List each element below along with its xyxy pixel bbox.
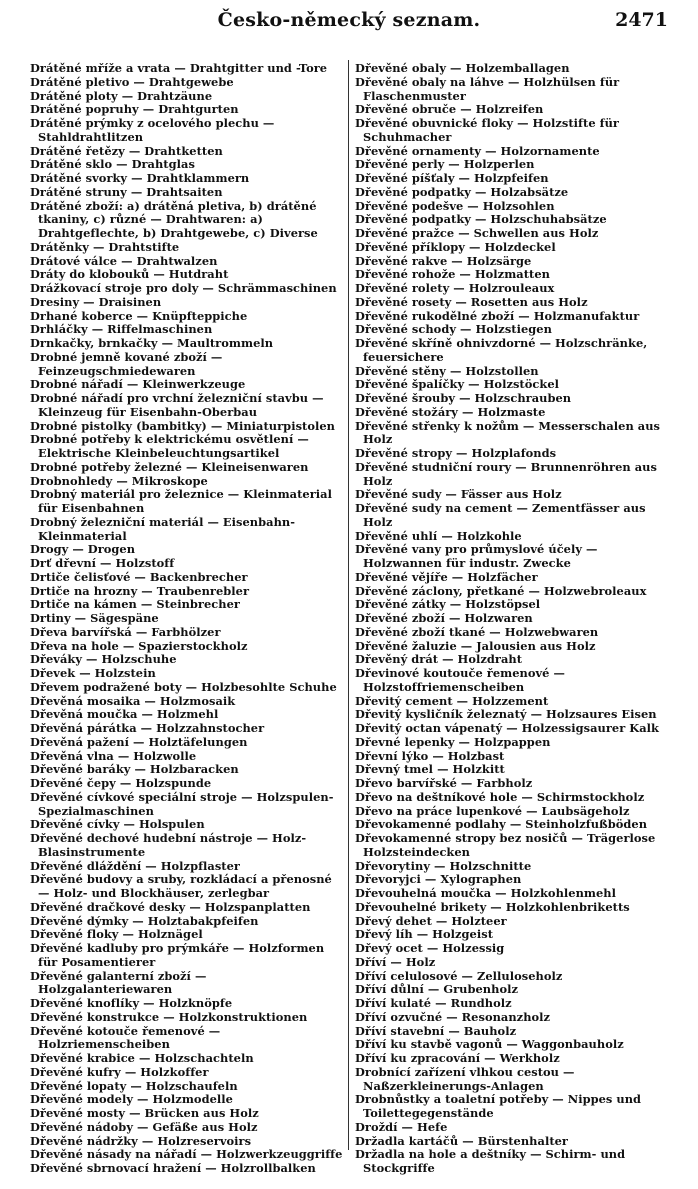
dictionary-entry: Dřevitý octan vápenatý — Holzessigsaurer Kalk: [355, 721, 659, 735]
dictionary-entry: Drátěné ploty — Drahtzäune: [30, 88, 213, 103]
dictionary-entry: Drátové válce — Drahtwalzen: [30, 253, 218, 268]
dictionary-entry: Dřevěné příklopy — Holzdeckel: [355, 239, 556, 254]
dictionary-entry: Drátěné svorky — Drahtklammern: [30, 171, 250, 185]
dictionary-entry: Dřevěná pažení — Holztäfelungen: [30, 734, 248, 749]
dictionary-entry: Dřevěné dechové hudební nástroje — Holz-Blasinstrumente: [30, 831, 307, 859]
dictionary-entry: Dřevěné ornamenty — Holzornamente: [355, 143, 600, 158]
dictionary-entry: Drobný materiál pro železnice — Kleinmaterial für Eisenbahnen: [30, 487, 332, 515]
dictionary-entry: Droždí — Hefe: [355, 1119, 448, 1134]
dictionary-entry: Dřevem podražené boty — Holzbesohlte Schuhe: [30, 679, 337, 694]
dictionary-entry: Dřevěné střenky k nožům — Messerschalen aus Holz: [355, 418, 661, 447]
dictionary-entry: Dřevěné studniční roury — Brunnenröhren aus Holz: [355, 459, 657, 488]
dictionary-entry: Dresiny — Draisinen: [30, 294, 162, 309]
dictionary-entry: Drobné nářadí — Kleinwerkzeuge: [30, 377, 246, 392]
dictionary-entry: Drobnící zařízení vlhkou cestou — Naßzerkleinerungs-Anlagen: [355, 1064, 575, 1093]
dictionary-entry: Dříví celulosové — Zelluloseholz: [355, 968, 563, 983]
dictionary-entry: Drátěnky — Drahtstifte: [30, 239, 180, 254]
dictionary-entry: Drtiče na hrozny — Traubenrebler: [30, 583, 250, 598]
dictionary-entry: Dřevo na deštníkové hole — Schirmstockholz: [355, 789, 645, 804]
dictionary-entry: Dřevouhelná moučka — Holzkohlenmehl: [355, 886, 617, 900]
dictionary-entry: Dřevěné kadluby pro prýmkáře — Holzformen für Posamentierer: [30, 941, 325, 969]
dictionary-entry: Dřevo na práce lupenkové — Laubsägeholz: [355, 803, 630, 818]
dictionary-entry: Dřevěné rohože — Holzmatten: [355, 267, 550, 282]
dictionary-entry: Drátěné mříže a vrata — Drahtgitter und -Tore: [30, 61, 328, 75]
dictionary-entry: Dráty do klobouků — Hutdraht: [30, 267, 229, 282]
dictionary-entry: Dřevěné zboží — Holzwaren: [355, 611, 533, 625]
dictionary-entry: Dřevěné nádoby — Gefäße aus Holz: [30, 1119, 258, 1134]
dictionary-entry: Drobné potřeby železné — Kleineisenwaren: [30, 459, 309, 474]
dictionary-entry: Dřevěné vějíře — Holzfächer: [355, 569, 538, 584]
left-column: [30, 62, 344, 1176]
dictionary-entry: Dřevěné podešve — Holzsohlen: [355, 198, 555, 213]
dictionary-entry: Dřevý líh — Holzgeist: [355, 927, 494, 942]
page-title: Česko-německý seznam.: [217, 9, 481, 31]
dictionary-entry: Dřevěné dračkové desky — Holzspanplatten: [30, 899, 311, 914]
dictionary-entry: Drobné potřeby k elektrickému osvětlení — Elektrische Kleinbeleuchtungsartikel: [30, 432, 309, 460]
dictionary-entry: Dřevěné uhlí — Holzkohle: [355, 528, 522, 543]
dictionary-entry: Dřevěné násady na nářadí — Holzwerkzeuggriffe: [30, 1147, 343, 1162]
dictionary-entry: Dřevěné rosety — Rosetten aus Holz: [355, 294, 588, 309]
dictionary-entry: Drť dřevní — Holzstoff: [30, 556, 175, 570]
dictionary-entry: Drátěné pletivo — Drahtgewebe: [30, 74, 234, 89]
dictionary-entry: Dřevěné čepy — Holzspunde: [30, 776, 212, 790]
dictionary-entry: Dřevěné vany pro průmyslové účely — Holzwannen für industr. Zwecke: [355, 542, 598, 570]
dictionary-entry: Dřevěné dláždění — Holzpflaster: [30, 858, 240, 873]
dictionary-entry: Drátěné popruhy — Drahtgurten: [30, 102, 239, 117]
dictionary-entry: Dřevokamenné podlahy — Steinholzfußböden: [355, 817, 648, 832]
dictionary-entry: Dřevěné podpatky — Holzschuhabsätze: [355, 212, 607, 227]
dictionary-entry: Dřevěné dýmky — Holztabakpfeifen: [30, 913, 259, 928]
dictionary-entry: Dřevěné cívkové speciální stroje — Holzspulen-Spezialmaschinen: [30, 789, 334, 818]
dictionary-entry: Dříví — Holz: [355, 954, 436, 969]
dictionary-entry: Drážkovací stroje pro doly — Schrämmaschinen: [30, 281, 337, 295]
dictionary-entry: Dřevěné rukodělné zboží — Holzmanufaktur: [355, 308, 640, 323]
dictionary-entry: Dřevěné galanterní zboží — Holzgalanteriewaren: [30, 968, 207, 997]
dictionary-entry: Dřevěné stropy — Holzplafonds: [355, 446, 557, 460]
dictionary-entry: Dřevěné špalíčky — Holzstöckel: [355, 377, 559, 392]
dictionary-entry: Dřevěné sudy — Fässer aus Holz: [355, 487, 562, 502]
dictionary-entry: Dřevěné píšťaly — Holzpfeifen: [355, 171, 549, 185]
dictionary-entry: Dřevěné floky — Holznägel: [30, 927, 203, 942]
dictionary-entry: Dřevitý cement — Holzzement: [355, 693, 549, 708]
dictionary-entry: Dřevěné skříně ohnivzdorné — Holzschränke, feuersichere: [355, 336, 648, 364]
dictionary-entry: Dřevěné pražce — Schwellen aus Holz: [355, 226, 599, 240]
dictionary-entry: Dřevěné perly — Holzperlen: [355, 157, 535, 172]
dictionary-entry: Dříví ku zpracování — Werkholz: [355, 1051, 560, 1065]
dictionary-entry: Dřevouhelné brikety — Holzkohlenbriketts: [355, 899, 630, 914]
dictionary-entry: Dřevěné budovy a sruby, rozkládací a přenosné — Holz- und Blockhäuser, zerlegbar: [30, 872, 332, 900]
dictionary-entry: Dřevěná mosaika — Holzmosaik: [30, 693, 236, 708]
dictionary-entry: Dřevěné konstrukce — Holzkonstruktionen: [30, 1009, 308, 1024]
dictionary-entry: Dřevěné knoflíky — Holzknöpfe: [30, 996, 233, 1010]
dictionary-entry: Dřeva barvířská — Farbhölzer: [30, 624, 221, 639]
dictionary-entry: Dříví ku stavbě vagonů — Waggonbauholz: [355, 1037, 624, 1052]
dictionary-entry: Dřevěné šrouby — Holzschrauben: [355, 391, 572, 405]
dictionary-entry: Dřevěné obruče — Holzreifen: [355, 102, 544, 117]
dictionary-entry: Dřevěné obuvnické floky — Holzstifte für Schuhmacher: [355, 116, 619, 144]
dictionary-entry: Dřevěné krabice — Holzschachteln: [30, 1051, 254, 1065]
dictionary-entry: Dřevěné modely — Holzmodelle: [30, 1092, 233, 1107]
dictionary-entry: Dřevěné obaly — Holzemballagen: [355, 61, 570, 75]
dictionary-entry: Dřevěné rakve — Holzsärge: [355, 253, 532, 268]
dictionary-entry: Dříví kulaté — Rundholz: [355, 996, 512, 1010]
dictionary-entry: Dřevek — Holzstein: [30, 666, 156, 680]
dictionary-entry: Drátěné prýmky z ocelového plechu — Stahldrahtlitzen: [30, 116, 275, 144]
dictionary-entry: Držadla na hole a deštníky — Schirm- und Stockgriffe: [355, 1147, 626, 1175]
dictionary-entry: Dřevinové koutouče řemenové — Holzstoffriemenscheiben: [355, 666, 565, 694]
dictionary-entry: Dřevěné lopaty — Holzschaufeln: [30, 1078, 238, 1093]
dictionary-entry: Dřeva na hole — Spazierstockholz: [30, 638, 248, 653]
dictionary-entry: Dříví stavební — Bauholz: [355, 1023, 517, 1038]
dictionary-entry: Dřevěná moučka — Holzmehl: [30, 707, 219, 722]
dictionary-entry: Dřevní lýko — Holzbast: [355, 748, 505, 763]
dictionary-entry: Dřevěná vlna — Holzwolle: [30, 748, 197, 763]
dictionary-entry: Drhláčky — Riffelmaschinen: [30, 322, 213, 337]
dictionary-entry: Drobné jemně kované zboží — Feinzeugschmiedewaren: [30, 349, 223, 378]
dictionary-entry: Dřevý dehet — Holzteer: [355, 913, 507, 928]
dictionary-entry: Dřevěné sudy na cement — Zementfässer aus Holz: [355, 501, 646, 529]
dictionary-entry: Dřevěný drát — Holzdraht: [355, 652, 523, 667]
dictionary-entry: Dřevěné stěny — Holzstollen: [355, 363, 539, 378]
dictionary-entry: Drhané koberce — Knüpfteppiche: [30, 308, 248, 323]
dictionary-entry: Držadla kartáčů — Bürstenhalter: [355, 1133, 568, 1148]
dictionary-entry: Dřevěné zátky — Holzstöpsel: [355, 597, 541, 612]
dictionary-entry: Dřevěné záclony, přetkané — Holzwebroleaux: [355, 583, 647, 598]
dictionary-entry: Drtiče čelisťové — Backenbrecher: [30, 569, 248, 584]
dictionary-entry: Dřevěné mosty — Brücken aus Holz: [30, 1106, 259, 1120]
dictionary-entry: Drtiče na kámen — Steinbrecher: [30, 597, 240, 612]
dictionary-entry: Dřevné lepenky — Holzpappen: [355, 734, 551, 749]
dictionary-entry: Dřevěné kufry — Holzkoffer: [30, 1064, 209, 1079]
dictionary-entry: Dřevitý kysličník železnatý — Holzsaures Eisen: [355, 707, 657, 722]
dictionary-entry: Dřevo barvířské — Farbholz: [355, 776, 533, 790]
dictionary-entry: Drobnohledy — Mikroskope: [30, 473, 208, 488]
dictionary-entry: Drobné nářadí pro vrchní železniční stavbu — Kleinzeug für Eisenbahn-Oberbau: [30, 391, 324, 419]
dictionary-entry: Drobnůstky a toaletní potřeby — Nippes und Toilettegegenstände: [355, 1092, 642, 1120]
dictionary-entry: Dříví ozvučné — Resonanzholz: [355, 1009, 551, 1024]
dictionary-entry: Dřevěné obaly na láhve — Holzhülsen für Flaschenmuster: [355, 74, 620, 103]
page-number: 2471: [615, 9, 668, 31]
dictionary-entry: Dřevěné cívky — Holspulen: [30, 817, 205, 832]
dictionary-entry: Dřevěné baráky — Holzbaracken: [30, 762, 239, 777]
dictionary-entry: Dřevokamenné stropy bez nosičů — Trägerlose Holzsteindecken: [355, 831, 656, 859]
dictionary-entry: Drobné pistolky (bambitky) — Miniaturpistolen: [30, 418, 336, 433]
right-column: [355, 62, 675, 1176]
dictionary-entry: Dřevěné žaluzie — Jalousien aus Holz: [355, 638, 596, 653]
dictionary-entry: Drátěné sklo — Drahtglas: [30, 157, 195, 172]
dictionary-entry: Drnkačky, brnkačky — Maultrommeln: [30, 336, 274, 350]
dictionary-entry: Drátěné struny — Drahtsaiten: [30, 184, 223, 199]
dictionary-entry: Dřeváky — Holzschuhe: [30, 652, 177, 667]
dictionary-entry: Dřevěné kotouče řemenové — Holzriemenscheiben: [30, 1023, 221, 1052]
dictionary-entry: Dřevěné stožáry — Holzmaste: [355, 404, 546, 419]
column-divider: [348, 60, 349, 1150]
dictionary-entry: Drátěné řetězy — Drahtketten: [30, 143, 223, 158]
dictionary-entry: Dřevěné zboží tkané — Holzwebwaren: [355, 624, 599, 639]
dictionary-entry: Dřevný tmel — Holzkitt: [355, 762, 505, 777]
dictionary-entry: Drtiny — Sägespäne: [30, 611, 159, 625]
dictionary-entry: Dřevěné nádržky — Holzreservoirs: [30, 1133, 252, 1148]
dictionary-entry: Dříví důlní — Grubenholz: [355, 982, 518, 997]
dictionary-entry: Dřevěné rolety — Holzrouleaux: [355, 281, 555, 295]
dictionary-entry: Drogy — Drogen: [30, 542, 136, 557]
dictionary-entry: Dřevěné podpatky — Holzabsätze: [355, 184, 569, 199]
dictionary-entry: Dřevěné sbrnovací hražení — Holzrollbalken: [30, 1161, 316, 1175]
dictionary-entry: Dřevoryjci — Xylographen: [355, 872, 522, 887]
dictionary-entry: Dřevorytiny — Holzschnitte: [355, 858, 532, 873]
dictionary-entry: Dřevý ocet — Holzessig: [355, 941, 505, 955]
dictionary-entry: Drátěné zboží: a) drátěná pletiva, b) drátěné tkaniny, c) různé — Drahtwaren: a) Drahtgeflechte, b) Drahtgewebe, c) Diverse: [30, 198, 318, 240]
dictionary-entry: Dřevěné schody — Holzstiegen: [355, 322, 552, 337]
dictionary-entry: Drobný železniční materiál — Eisenbahn-Kleinmaterial: [30, 514, 296, 543]
dictionary-entry: Dřevěná párátka — Holzzahnstocher: [30, 721, 265, 735]
